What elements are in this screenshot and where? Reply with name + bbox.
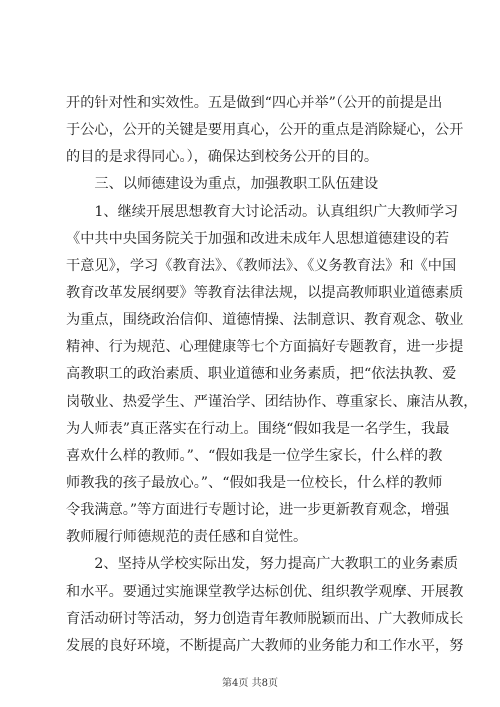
text-line: 发展的良好环境，不断提高广大教师的业务能力和工作水平，努 xyxy=(66,637,464,654)
text-line: 喜欢什么样的教师。”、“假如我是一位学生家长，什么样的教 xyxy=(66,447,443,464)
text-line: 的目的是求得同心。），确保达到校务公开的目的。 xyxy=(66,149,379,166)
text-line: 教师履行师德规范的责任感和自觉性。 xyxy=(66,529,308,546)
text-line: 2、坚持从学校实际出发，努力提高广大教职工的业务素质 xyxy=(66,556,459,573)
text-line: 为人师表”真正落实在行动上。围绕“假如我是一名学生，我最 xyxy=(66,420,450,437)
section-heading: 三、以师德建设为重点，加强教职工队伍建设 xyxy=(66,176,379,193)
page-number-footer: 第4页 共8页 xyxy=(222,678,278,689)
text-line: 岗敬业、热爱学生、严谨治学、团结协作、尊重家长、廉洁从教， xyxy=(66,393,478,410)
text-line: 育活动研讨等活动，努力创造青年教师脱颖而出、广大教师成长 xyxy=(66,610,464,627)
text-line: 精神、行为规范、心理健康等七个方面搞好专题教育，进一步提 xyxy=(66,339,464,356)
text-line: 教育改革发展纲要》等教育法律法规，以提高教师职业道德素质 xyxy=(66,284,464,301)
text-line: 1、继续开展思想教育大讨论活动。认真组织广大教师学习 xyxy=(66,203,459,220)
body-text xyxy=(66,90,478,660)
text-line: 开的针对性和实效性。五是做到“四心并举”（公开的前提是出 xyxy=(66,95,443,111)
text-line: 为重点，围绕政治信仰、道德情操、法制意识、教育观念、敬业 xyxy=(66,312,464,329)
text-line: 令我满意。”等方面进行专题讨论，进一步更新教育观念，增强 xyxy=(66,502,450,519)
text-line: 高教职工的政治素质、职业道德和业务素质，把“依法执教、爱 xyxy=(66,366,457,383)
text-line: 干意见》，学习《教育法》、《教师法》、《义务教育法》和《中国 xyxy=(66,257,457,274)
text-line: 《中共中央国务院关于加强和改进未成年人思想道德建设的若 xyxy=(66,230,450,247)
text-line: 和水平。要通过实施课堂教学达标创优、组织教学观摩、开展教 xyxy=(66,583,464,600)
text-line: 师教我的孩子最放心。”、“假如我是一位校长，什么样的教师 xyxy=(66,474,443,491)
text-line: 于公心，公开的关键是要用真心，公开的重点是消除疑心，公开 xyxy=(66,122,464,139)
